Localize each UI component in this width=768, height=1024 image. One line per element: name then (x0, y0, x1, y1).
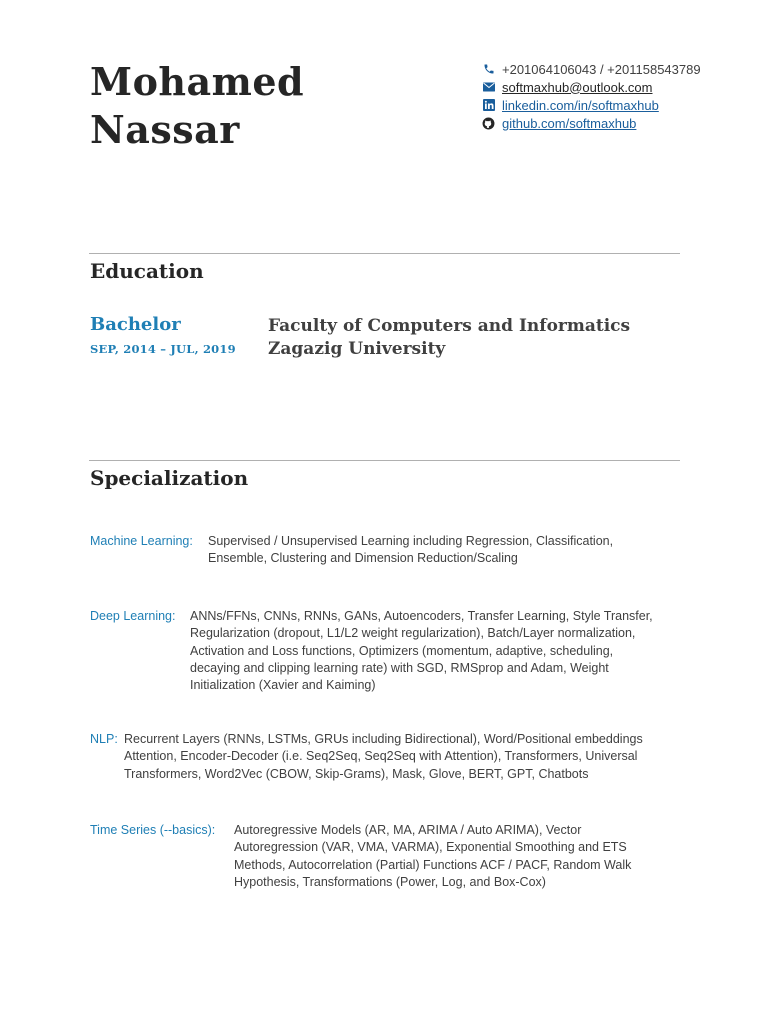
spec-line: Supervised / Unsupervised Learning including Regression, Classification, (208, 534, 614, 548)
spec-body (208, 533, 678, 568)
spec-label: NLP: (90, 732, 118, 746)
school-info (268, 315, 630, 361)
resume-name (90, 58, 304, 154)
spec-label: Time Series (--basics): (90, 823, 216, 837)
github-icon (482, 117, 495, 130)
spec-body (124, 731, 684, 783)
spec-line: Activation and Loss functions, Optimizers (momentum, adaptive, scheduling, (190, 643, 614, 658)
github-link[interactable]: github.com/softmaxhub (502, 115, 637, 131)
spec-line: Attention, Encoder-Decoder (i.e. Seq2Seq, Seq2Seq with Attention), Transformers, Universal (124, 749, 638, 764)
university-name: Zagazig University (268, 339, 446, 359)
education-heading: Education (90, 259, 204, 283)
contact-github (482, 114, 701, 132)
degree-title: Bachelor (90, 314, 181, 335)
spec-line: Transformers, Word2Vec (CBOW, Skip-Grams), Mask, Glove, BERT, GPT, Chatbots (124, 766, 589, 781)
spec-line: Regularization (dropout, L1/L2 weight regularization), Batch/Layer normalization, (190, 626, 636, 641)
specialization-heading: Specialization (90, 466, 249, 490)
divider-education (89, 253, 680, 254)
spec-line: Autoregression (VAR, VMA, VARMA), Exponential Smoothing and ETS (234, 840, 627, 855)
spec-line: ANNs/FFNs, CNNs, RNNs, GANs, Autoencoders, Transfer Learning, Style Transfer, (190, 609, 653, 623)
spec-label: Deep Learning: (90, 609, 176, 623)
contact-info (482, 60, 701, 132)
spec-body (190, 608, 680, 694)
spec-line: Initialization (Xavier and Kaiming) (190, 678, 376, 693)
contact-email (482, 78, 701, 96)
degree-dates: SEP, 2014 – JUL, 2019 (90, 342, 236, 356)
mail-icon (482, 81, 495, 94)
phone-text: +201064106043 / +201158543789 (502, 61, 701, 77)
spec-body (234, 822, 674, 891)
linkedin-link[interactable]: linkedin.com/in/softmaxhub (502, 97, 659, 113)
spec-line: Methods, Autocorrelation (Partial) Functions ACF / PACF, Random Walk (234, 857, 632, 872)
linkedin-icon (482, 99, 495, 112)
spec-line: decaying and clipping learning rate) with SGD, RMSprop and Adam, Weight (190, 660, 609, 675)
first-name: Mohamed (90, 59, 305, 104)
last-name: Nassar (90, 107, 240, 152)
spec-label: Machine Learning: (90, 534, 193, 548)
contact-linkedin (482, 96, 701, 114)
phone-icon (482, 63, 495, 76)
faculty-name: Faculty of Computers and Informatics (268, 316, 631, 336)
spec-line: Recurrent Layers (RNNs, LSTMs, GRUs including Bidirectional), Word/Positional embeddings (124, 732, 643, 746)
divider-specialization (89, 460, 680, 461)
spec-line: Ensemble, Clustering and Dimension Reduction/Scaling (208, 551, 518, 566)
spec-line: Hypothesis, Transformations (Power, Log, and Box-Cox) (234, 874, 546, 889)
email-link[interactable]: softmaxhub@outlook.com (502, 79, 653, 95)
contact-phone (482, 60, 701, 78)
spec-line: Autoregressive Models (AR, MA, ARIMA / Auto ARIMA), Vector (234, 823, 582, 837)
